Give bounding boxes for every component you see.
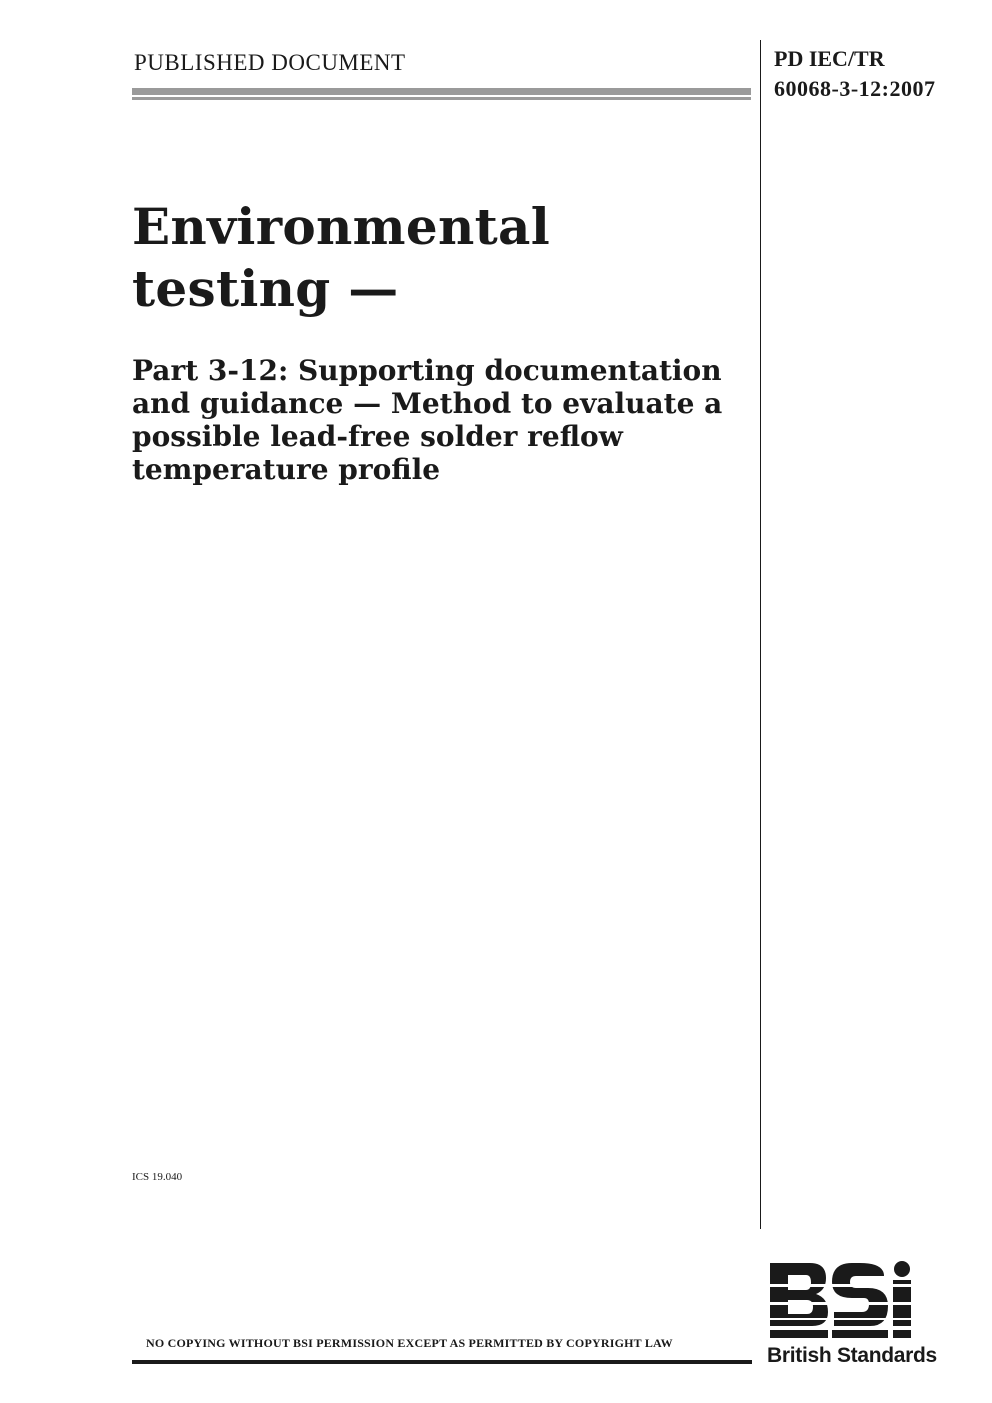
subtitle-line4: temperature profile <box>132 453 441 486</box>
document-number-line1: PD IEC/TR <box>774 46 885 71</box>
subtitle-line2: and guidance — Method to evaluate a <box>132 387 723 420</box>
subtitle-line3: possible lead-free solder reflow <box>132 420 623 453</box>
footer-rule <box>132 1360 752 1364</box>
vertical-divider <box>760 40 761 1229</box>
bsi-logo <box>765 1260 949 1370</box>
part-subtitle <box>132 354 732 486</box>
main-title-line2: testing — <box>132 259 399 318</box>
bsi-tagline: British Standards <box>767 1344 937 1367</box>
subtitle-line1: Part 3-12: Supporting documentation <box>132 354 722 387</box>
bsi-wordmark-icon <box>768 1260 946 1340</box>
copyright-notice: NO COPYING WITHOUT BSI PERMISSION EXCEPT AS PERMITTED BY COPYRIGHT LAW <box>146 1336 673 1350</box>
document-number-line2: 60068-3-12:2007 <box>774 76 936 101</box>
ics-code: ICS 19.040 <box>132 1171 183 1183</box>
document-type-label: PUBLISHED DOCUMENT <box>134 50 406 75</box>
header-rule-thick <box>132 88 751 95</box>
main-title <box>132 196 550 320</box>
document-number <box>774 44 935 104</box>
main-title-line1: Environmental <box>132 197 551 256</box>
header-rule-thin <box>132 97 751 100</box>
